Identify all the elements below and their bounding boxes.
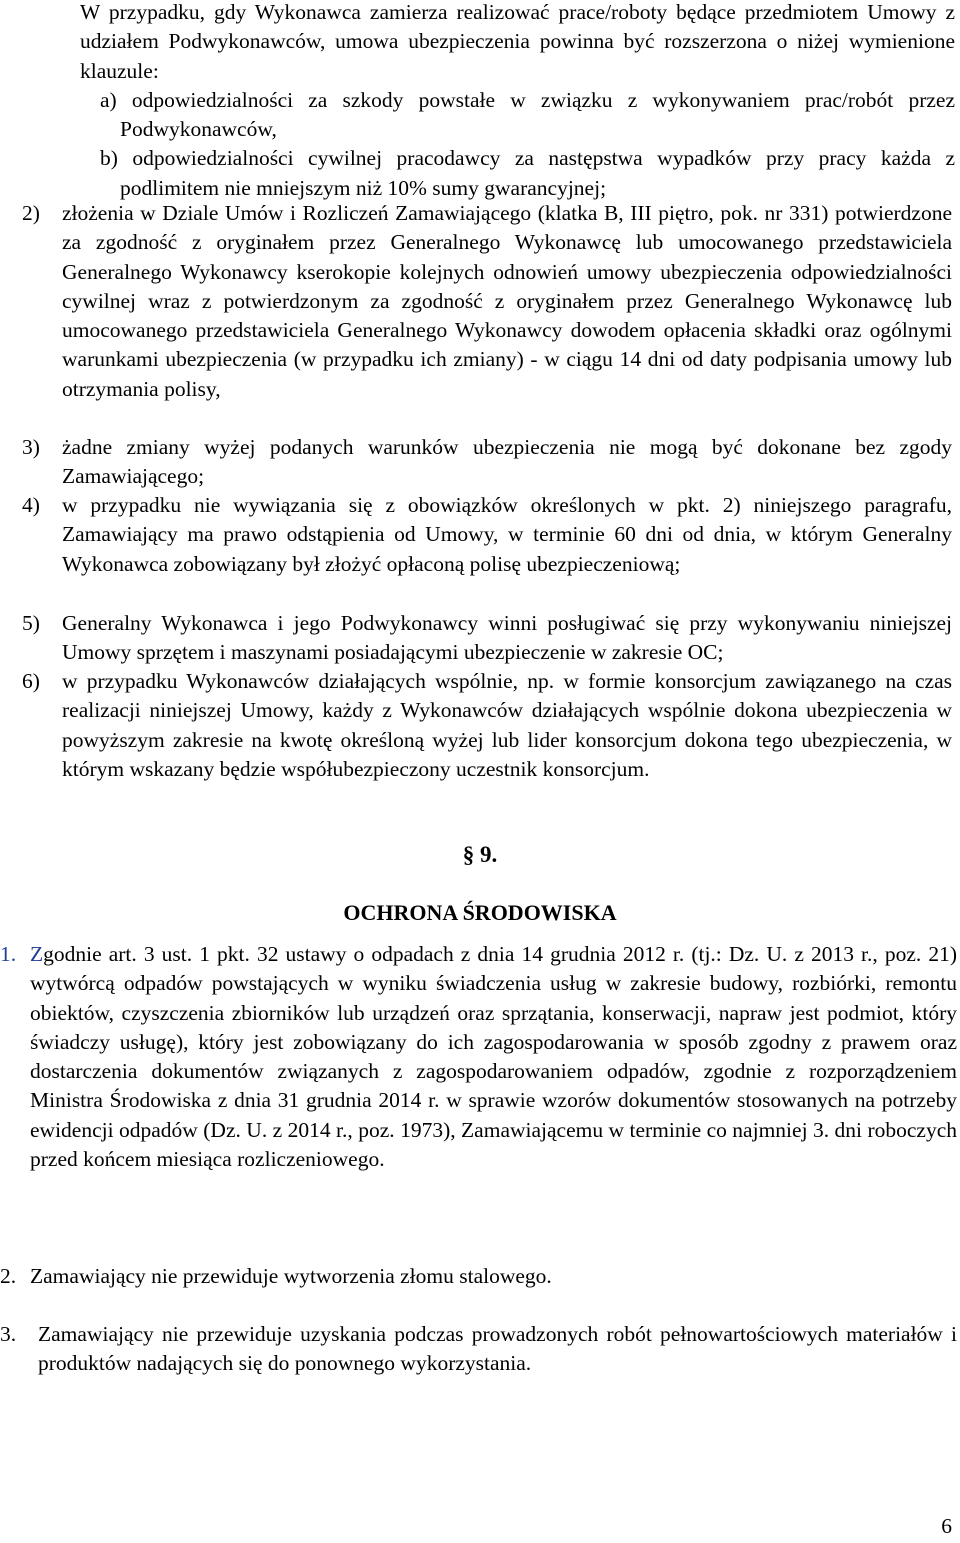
list-item-text: w przypadku nie wywiązania się z obowiązków określonych w pkt. 2) niniejszego paragrafu, Zamawiający ma prawo odstąpienia od Umowy, w terminie 60 dni od dnia, w którym Generalny Wykonawca zobowiązany był złożyć opłaconą polisę ubezpieczeniową; — [62, 493, 952, 576]
clause-item-a: a) odpowiedzialności za szkody powstałe w związku z wykonywaniem prac/robót przez Podwykonawców, — [100, 87, 955, 142]
list-item-number: 2) — [22, 201, 40, 225]
list-item-text: złożenia w Dziale Umów i Rozliczeń Zamawiającego (klatka B, III piętro, pok. nr 331) potwierdzone za zgodność z oryginałem przez Generalnego Wykonawcę lub umocowanego przedstawiciela Generalnego Wykonawcy kserokopie kolejnych odnowień umowy ubezpieczenia odpowiedzialności cywilnej wraz z potwierdzonym za zgodność z oryginałem przez Generalnego Wykonawcę lub umocowanego przedstawiciela Generalnego Wykonawcy dowodem opłacenia składki oraz ogólnymi warunkami ubezpieczenia (w przypadku ich zmiany) - w ciągu 14 dni od daty podpisania umowy lub otrzymania polisy, — [62, 201, 952, 401]
list-item-text: żadne zmiany wyżej podanych warunków ubezpieczenia nie mogą być dokonane bez zgody Zamawiającego; — [62, 435, 952, 489]
intro-lead: W przypadku, gdy Wykonawca zamierza realizować prace/roboty będące przedmiotem Umowy z udziałem Podwykonawców, umowa ubezpieczenia powinna być rozszerzona o niżej wymienione klauzule: — [80, 0, 955, 83]
list-item-text: Zamawiający nie przewiduje wytworzenia złomu stalowego. — [30, 1264, 552, 1288]
list-item-number: 5) — [22, 611, 40, 635]
section-title: OCHRONA ŚRODOWISKA — [343, 900, 617, 925]
list-item-text-rest: godnie art. 3 ust. 1 pkt. 32 ustawy o odpadach z dnia 14 grudnia 2012 r. (tj.: Dz. U. z 2013 r., poz. 21) wytwórcą odpadów powstających w wyniku świadczenia usług w zakresie budowy, rozbiórki, remontu obiektów, czyszczenia zbiorników lub urządzeń oraz sprzątania, konserwacji, napraw jest podmiot, który świadczy usługę), który jest zobowiązany do ich zagospodarowania w sposób zgodny z prawem oraz dostarczenia dokumentów związanych z zagospodarowaniem odpadów, zgodnie z rozporządzeniem Ministra Środowiska z dnia 31 grudnia 2014 r. w sprawie wzorów dokumentów stosowanych na potrzeby ewidencji odpadów (Dz. U. z 2014 r., poz. 1973), Zamawiającemu w terminie co najmniej 3. dni roboczych przed końcem miesiąca rozliczeniowego. — [30, 942, 957, 1172]
insurance-clause-paragraph — [80, 0, 955, 203]
list-item-number: 3. — [0, 1322, 17, 1346]
page-number: 6 — [941, 1514, 952, 1538]
list-item-number: 3) — [22, 435, 40, 459]
list-item-number: 1. — [0, 942, 17, 966]
list-item — [0, 1320, 957, 1379]
list-item-text — [30, 940, 957, 1174]
list-item — [0, 1262, 957, 1291]
clause-item-b: b) odpowiedzialności cywilnej pracodawcy za następstwa wypadków przy pracy każda z podlimitem nie mniejszym niż 10% sumy gwarancyjnej; — [100, 146, 955, 200]
list-item — [22, 433, 952, 492]
list-item-number: 2. — [0, 1264, 17, 1288]
list-item-first-letter: Z — [30, 942, 44, 966]
list-item — [22, 491, 952, 579]
list-item — [22, 199, 952, 404]
section-number: § 9. — [462, 842, 498, 867]
list-item-number: 4) — [22, 493, 40, 517]
list-item-text: Zamawiający nie przewiduje uzyskania podczas prowadzonych robót pełnowartościowych materiałów i produktów nadających się do ponownego wykorzystania. — [38, 1322, 957, 1376]
list-item-number: 6) — [22, 669, 40, 693]
list-item — [22, 667, 952, 784]
list-item-text: Generalny Wykonawca i jego Podwykonawcy winni posługiwać się przy wykonywaniu niniejszej Umowy sprzętem i maszynami posiadającymi ubezpieczenie w zakresie OC; — [62, 611, 952, 665]
list-item-text: w przypadku Wykonawców działających wspólnie, np. w formie konsorcjum zawiązanego na czas realizacji niniejszej Umowy, każdy z Wykonawców działających wspólnie dokona ubezpieczenia w powyższym zakresie na kwotę określoną wyżej lub lider konsorcjum dokona tego ubezpieczenia, w którym wskazany będzie współubezpieczony uczestnik konsorcjum. — [62, 669, 952, 781]
list-item — [0, 940, 957, 1174]
list-item — [22, 609, 952, 668]
